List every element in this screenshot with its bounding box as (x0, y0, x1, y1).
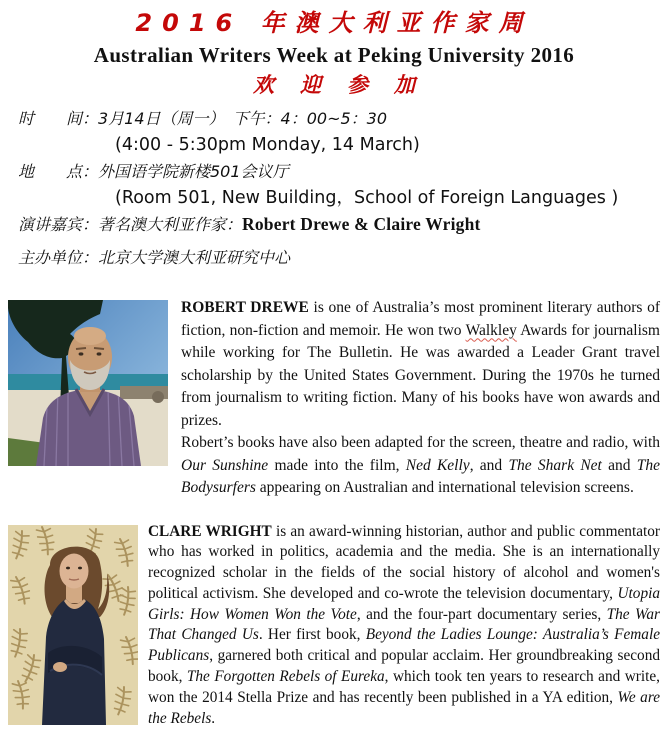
venue-row-english: (Room 501, New Building，School of Foreign Languages ) (115, 188, 619, 208)
clare-name: CLARE WRIGHT (148, 522, 272, 540)
bio-text-run: is an award-winning historian, author and public commentator who has worked in politics, academia and the media. She is an internationally recognized scholar in the fields of the social history of alcohol and women's political activism. She developed and co-wrote the television documentary, (148, 522, 660, 602)
clare-wright-section (8, 522, 660, 730)
bio-text-run: made into the film, (268, 456, 406, 474)
speakers-names: Robert Drewe & Claire Wright (242, 214, 481, 234)
bio-text-run: , garnered both critical and popular acclaim. Her groundbreaking second book, (148, 647, 660, 686)
host-row: 主办单位：北京大学澳大利亚研究中心 (18, 248, 291, 267)
robert-drewe-section (8, 297, 660, 500)
bio-text-run: Robert’s books have also been adapted for the screen, theatre and radio, with (181, 434, 660, 451)
book-title: The Bodysurfers (181, 456, 660, 496)
bio-text-run: , which took ten years to research and write, won the 2014 Stella Prize and has recently been published in a YA edition, (148, 668, 660, 706)
book-title: Beyond the Ladies Lounge: Australia’s Female Publicans (148, 626, 660, 665)
bio-text-run: and (601, 456, 637, 474)
bio-text-run: , and the four-part documentary series, (356, 605, 607, 623)
book-title: Our Sunshine (181, 456, 269, 474)
time-row-chinese: 时 间：3月14日（周一） 下午：4：00~5：30 (18, 109, 388, 128)
documentary-title: The War That Changed Us (148, 605, 660, 644)
speakers-label: 演讲嘉宾：著名澳大利亚作家： (18, 215, 243, 234)
book-title: We are the Rebels (148, 688, 661, 727)
clare-wright-photo (8, 525, 138, 725)
welcome-line-chinese: 欢迎参加 (253, 73, 441, 97)
page-title-english: Australian Writers Week at Peking University 2016 (93, 43, 575, 67)
book-title: The Shark Net (508, 456, 602, 474)
bio-text-run: . (211, 709, 216, 727)
robert-drewe-photo (8, 300, 168, 466)
book-title: The Forgotten Rebels of Eureka (186, 668, 385, 686)
documentary-title: Utopia Girls: How Women Won the Vote (148, 584, 660, 623)
bio-text-run: , and (469, 456, 509, 474)
robert-name: ROBERT DREWE (181, 299, 309, 316)
bio-text-run: Awards for journalism while working for The Bulletin. He was awarded a Leader Grant travel scholarship by the United States Government. During the 1970s he turned from journalism to writing fiction. Many of his books have won awards and prizes. (181, 321, 660, 429)
event-details (18, 106, 660, 270)
time-row-english: (4:00 - 5:30pm Monday, 14 March) (115, 135, 420, 155)
bio-text-run: is one of Australia’s most prominent literary authors of fiction, non-fiction and memoir. He won two (181, 299, 660, 339)
bio-text-run: appearing on Australian and international television screens. (255, 479, 634, 496)
book-title: Ned Kelly (405, 456, 470, 474)
venue-row-chinese: 地 点：外国语学院新楼501会议厅 (18, 162, 289, 181)
walkley-misspelled-word: Walkley (465, 321, 517, 339)
speakers-row (18, 212, 660, 237)
bio-text-run: . Her first book, (258, 626, 366, 644)
flyer-header (8, 7, 660, 99)
page-title-chinese: 2016 年澳大利亚作家周 (135, 9, 533, 37)
